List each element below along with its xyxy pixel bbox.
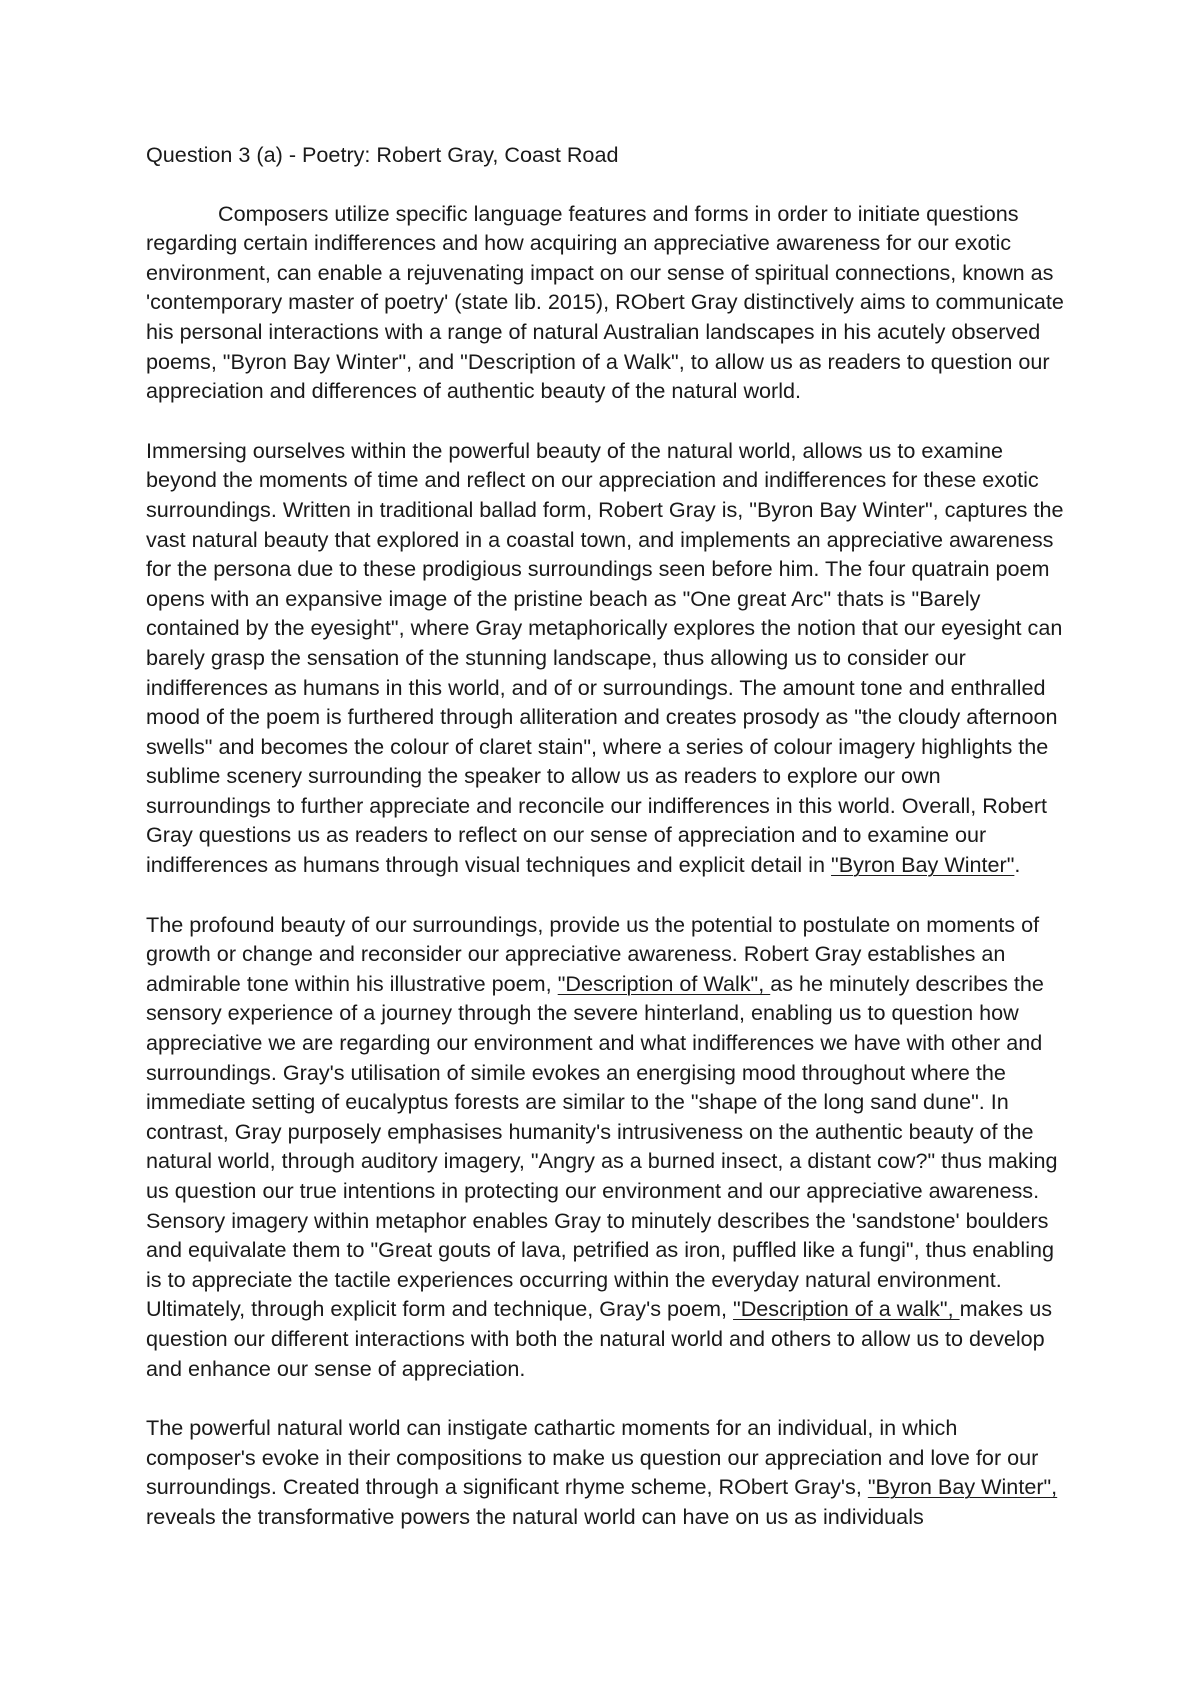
paragraph-text: The profound beauty of our surroundings, provide us the potential to postulate on moments of growth or change and reconsider our appreciative awareness. Robert Gray establishes an admirable tone within his illustrative poem,: [146, 911, 1040, 996]
poem-title-link: "Description of a walk",: [733, 1296, 960, 1322]
paragraph-body-2: [146, 910, 1066, 1384]
paragraph-introduction: [146, 199, 1066, 406]
paragraph-text: .: [1014, 852, 1021, 878]
paragraph-body-1: [146, 436, 1066, 880]
paragraph-text: reveals the transformative powers the natural world can have on us as individuals: [146, 1503, 924, 1529]
poem-title-link: "Byron Bay Winter",: [867, 1474, 1058, 1500]
paragraph-text: Composers utilize specific language features and forms in order to initiate questions regarding certain indifferences and how acquiring an appreciative awareness for our exotic environment, can enable a rejuvenating impact on our sense of spiritual connections, known as 'contemporary master of poetry' (state lib. 2015), RObert Gray distinctively aims to communicate his personal interactions with a range of natural Australian landscapes in his acutely observed poems, "Byron Bay Winter", and "Description of a Walk", to allow us as readers to question our appreciation and differences of authentic beauty of the natural world.: [146, 200, 1064, 404]
document-page: [146, 140, 1066, 1562]
paragraph-body-3: [146, 1413, 1066, 1531]
paragraph-text: makes us question our different interactions with both the natural world and others to allow us to develop and enhance our sense of appreciation.: [146, 1296, 1052, 1381]
paragraph-text: Immersing ourselves within the powerful beauty of the natural world, allows us to examine beyond the moments of time and reflect on our appreciation and indifferences for these exotic surroundings. Written in traditional ballad form, Robert Gray is, "Byron Bay Winter", captures the vast natural beauty that explored in a coastal town, and implements an appreciative awareness for the persona due to these prodigious surroundings seen before him. The four quatrain poem opens with an expansive image of the pristine beach as "One great Arc" thats is "Barely contained by the eyesight", where Gray metaphorically explores the notion that our eyesight can barely grasp the sensation of the stunning landscape, thus allowing us to consider our indifferences as humans in this world, and of or surroundings. The amount tone and enthralled mood of the poem is furthered through alliteration and creates prosody as "the cloudy afternoon swells" and becomes the colour of claret stain", where a series of colour imagery highlights the sublime scenery surrounding the speaker to allow us as readers to explore our own surroundings to further appreciate and reconcile our indifferences in this world. Overall, Robert Gray questions us as readers to reflect on our sense of appreciation and to examine our indifferences as humans through visual techniques and explicit detail in: [146, 437, 1064, 878]
question-heading: Question 3 (a) - Poetry: Robert Gray, Coast Road: [146, 142, 619, 167]
paragraph-text: The powerful natural world can instigate cathartic moments for an individual, in which composer's evoke in their compositions to make us question our appreciation and love for our surroundings. Created through a significant rhyme scheme, RObert Gray's,: [146, 1415, 1039, 1500]
poem-title-link: "Byron Bay Winter": [831, 852, 1015, 878]
poem-title-link: "Description of Walk",: [557, 970, 771, 996]
paragraph-text: as he minutely describes the sensory experience of a journey through the severe hinterland, enabling us to question how appreciative we are regarding our environment and what indifferences we have with other and surroundings. Gray's utilisation of simile evokes an energising mood throughout where the immediate setting of eucalyptus forests are similar to the "shape of the long sand dune". In contrast, Gray purposely emphasises humanity's intrusiveness on the authentic beauty of the natural world, through auditory imagery, "Angry as a burned insect, a distant cow?" thus making us question our true intentions in protecting our environment and our appreciative awareness. Sensory imagery within metaphor enables Gray to minutely describes the 'sandstone' boulders and equivalate them to "Great gouts of lava, petrified as iron, puffled like a fungi", thus enabling is to appreciate the tactile experiences occurring within the everyday natural environment. Ultimately, through explicit form and technique, Gray's poem,: [146, 970, 1058, 1322]
